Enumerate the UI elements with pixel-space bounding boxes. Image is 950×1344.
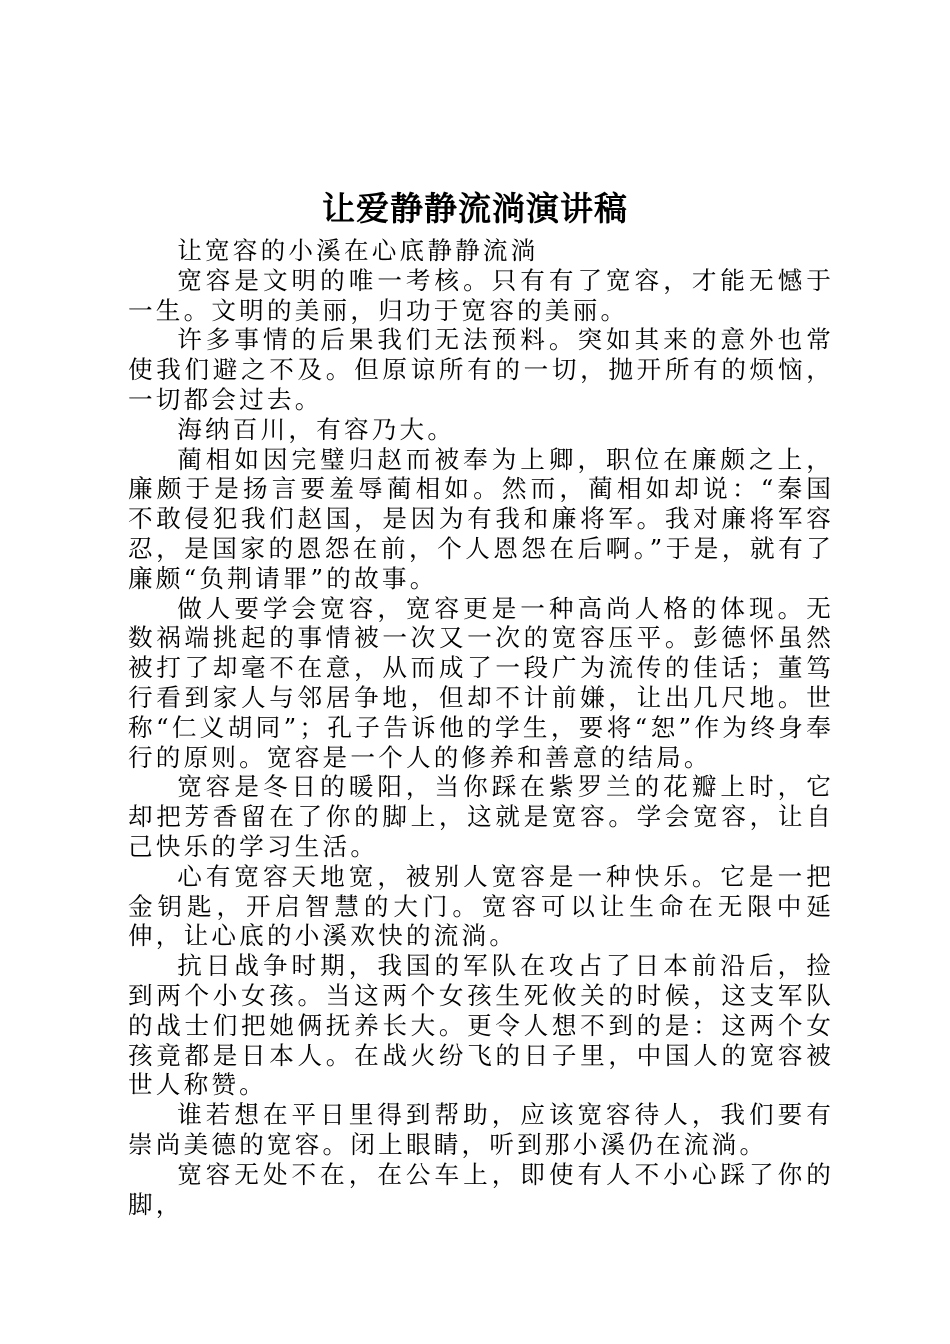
- paragraph: 宽容是文明的唯一考核。只有有了宽容，才能无憾于一生。文明的美丽，归功于宽容的美丽。: [128, 265, 834, 325]
- paragraph: 宽容是冬日的暖阳，当你踩在紫罗兰的花瓣上时，它却把芳香留在了你的脚上，这就是宽容。学会宽容，让自己快乐的学习生活。: [128, 772, 834, 861]
- paragraph: 宽容无处不在，在公车上，即使有人不小心踩了你的脚，: [128, 1159, 834, 1219]
- document-title: 让爱静静流淌演讲稿: [322, 189, 628, 228]
- document-body: [128, 236, 834, 1219]
- paragraph: 做人要学会宽容，宽容更是一种高尚人格的体现。无数祸端挑起的事情被一次又一次的宽容压平。彭德怀虽然被打了却毫不在意，从而成了一段广为流传的佳话；董笃行看到家人与邻居争地，但却不计前嫌，让出几尺地。世称“仁义胡同”；孔子告诉他的学生，要将“恕”作为终身奉行的原则。宽容是一个人的修养和善意的结局。: [128, 593, 834, 772]
- paragraph-subtitle: 让宽容的小溪在心底静静流淌: [177, 236, 539, 265]
- paragraph: 谁若想在平日里得到帮助，应该宽容待人，我们要有崇尚美德的宽容。闭上眼睛，听到那小溪仍在流淌。: [128, 1100, 834, 1159]
- paragraph: 海纳百川，有容乃大。: [177, 414, 456, 444]
- paragraph: 蔺相如因完璧归赵而被奉为上卿，职位在廉颇之上，廉颇于是扬言要羞辱蔺相如。然而，蔺相如却说：“秦国不敢侵犯我们赵国，是因为有我和廉将军。我对廉将军容忍，是国家的恩怨在前，个人恩怨在后啊。”于是，就有了廉颇“负荆请罪”的故事。: [128, 444, 834, 593]
- paragraph: 心有宽容天地宽，被别人宽容是一种快乐。它是一把金钥匙，开启智慧的大门。宽容可以让生命在无限中延伸，让心底的小溪欢快的流淌。: [128, 861, 834, 951]
- paragraph: 许多事情的后果我们无法预料。突如其来的意外也常使我们避之不及。但原谅所有的一切，抛开所有的烦恼，一切都会过去。: [128, 325, 834, 414]
- paragraph: 抗日战争时期，我国的军队在攻占了日本前沿后，捡到两个小女孩。当这两个女孩生死攸关的时候，这支军队的战士们把她俩抚养长大。更令人想不到的是：这两个女孩竟都是日本人。在战火纷飞的日子里，中国人的宽容被世人称赞。: [128, 951, 834, 1100]
